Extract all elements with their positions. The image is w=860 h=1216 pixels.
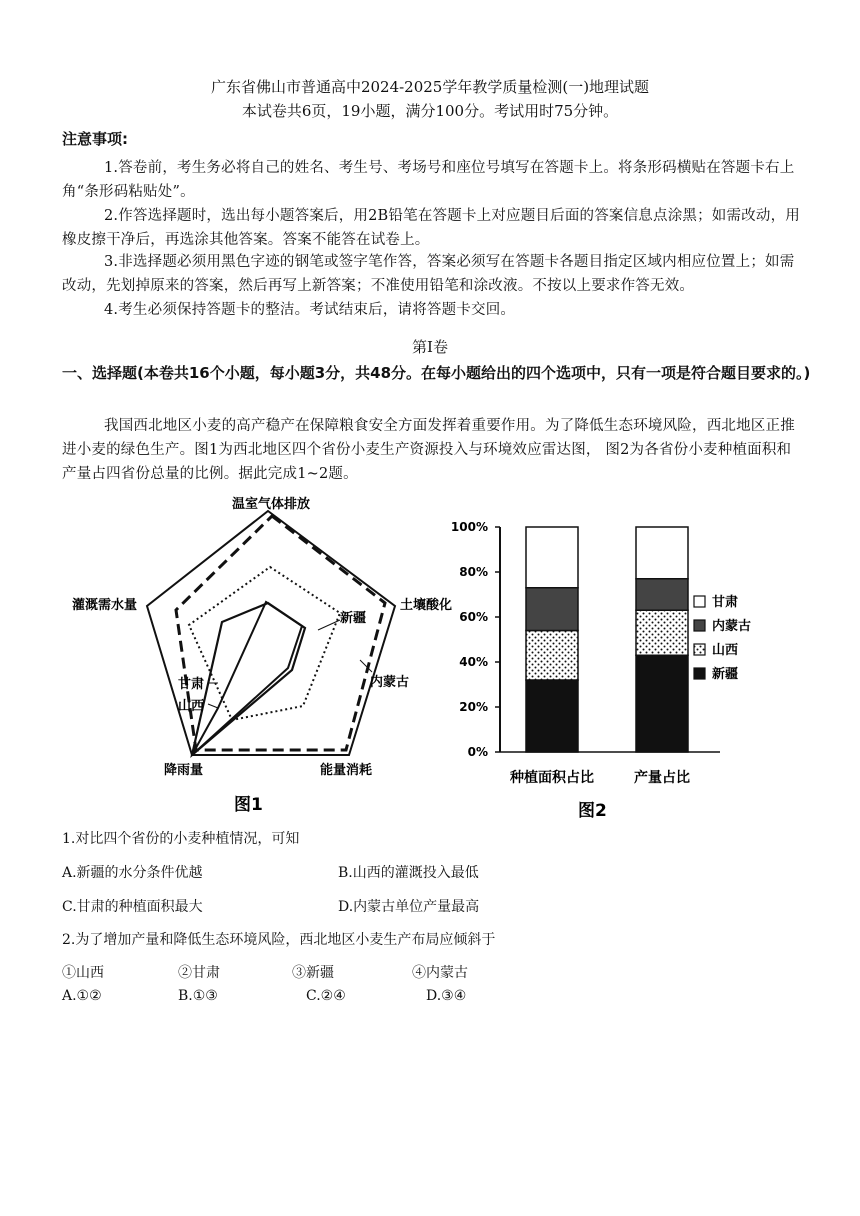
q2-choice-4: ④内蒙古 [412, 965, 468, 981]
question-2-stem: 2.为了增加产量和降低生态环境风险，西北地区小麦生产布局应倾斜于 [62, 932, 496, 948]
bar-segment [636, 527, 688, 579]
notice-item-4: 4.考生必须保持答题卡的整洁。考试结束后，请将答题卡交回。 [104, 302, 516, 318]
q2-option-d: D.③④ [426, 988, 467, 1004]
axis-label-irrigation: 灌溉需水量 [72, 598, 138, 613]
bar-segment [636, 610, 688, 655]
q1-option-d: D.内蒙古单位产量最高 [338, 899, 480, 915]
x-category-label: 种植面积占比 [510, 770, 594, 786]
y-tick-label: 0% [467, 745, 488, 759]
volume-title: 第Ⅰ卷 [412, 338, 448, 356]
bar-segment [636, 579, 688, 611]
q2-choice-1: ①山西 [62, 965, 104, 981]
radar-series-dotted [189, 567, 340, 720]
bar-segment [526, 631, 578, 681]
legend-swatch [694, 620, 705, 631]
legend-label: 内蒙古 [712, 619, 752, 634]
notice-item-1: 1.答卷前，考生务必将自己的姓名、考生号、考场号和座位号填写在答题卡上。将条形码横贴在答题卡右上角“条形码粘贴处”。 [62, 160, 795, 200]
q2-choice-2: ②甘肃 [178, 965, 220, 981]
axis-label-ghg: 温室气体排放 [232, 497, 311, 512]
section-intro: 我国西北地区小麦的高产稳产在保障粮食安全方面发挥着重要作用。为了降低生态环境风险，西北地区正推进小麦的绿色生产。图1为西北地区四个省份小麦生产资源投入与环境效应雷达图， 图2为各省份小麦种植面积和产量占四省份总量的比例。据此完成1~2题。 [62, 418, 795, 482]
notice-item-3: 3.非选择题必须用黑色字迹的钢笔或签字笔作答，答案必须写在答题卡各题目指定区域内相应位置上；如需改动，先划掉原来的答案，然后再写上新答案；不准使用铅笔和涂改液。不按以上要求作答无效。 [62, 254, 795, 294]
y-tick-label: 100% [450, 520, 488, 534]
q2-option-c: C.②④ [306, 988, 346, 1004]
axis-label-energy: 能量消耗 [320, 763, 373, 778]
bar-segment [636, 655, 688, 752]
bar-marks [509, 527, 690, 786]
axis-label-soil: 土壤酸化 [400, 598, 453, 613]
q1-option-c: C.甘肃的种植面积最大 [62, 899, 203, 915]
series-label-neimenggu: 内蒙古 [370, 675, 410, 690]
bar-legend [694, 594, 751, 682]
y-tick-label: 60% [459, 610, 488, 624]
q1-option-a: A.新疆的水分条件优越 [62, 865, 203, 881]
radar-frame [147, 511, 395, 755]
page-title: 广东省佛山市普通高中2024-2025学年教学质量检测(一)地理试题 [210, 78, 650, 96]
q2-option-a: A.①② [62, 988, 102, 1004]
section-heading: 一、选择题(本卷共16个小题，每小题3分，共48分。在每小题给出的四个选项中，只有一项是符合题目要求的。) [62, 364, 811, 382]
x-category-label: 产量占比 [634, 770, 690, 786]
legend-swatch [694, 644, 705, 655]
bar-segment [526, 588, 578, 631]
exam-info: 本试卷共6页，19小题，满分100分。考试用时75分钟。 [241, 102, 619, 120]
bar-segment [526, 527, 578, 588]
notice-item-2: 2.作答选择题时，选出每小题答案后，用2B铅笔在答题卡上对应题目后面的答案信息点涂黑；如需改动，用橡皮擦干净后，再选涂其他答案。答案不能答在试卷上。 [62, 208, 801, 248]
radar-figure [60, 488, 470, 818]
figure1-caption: 图1 [234, 795, 263, 815]
stacked-bar-figure [440, 510, 800, 820]
series-label-xinjiang: 新疆 [340, 611, 367, 626]
q2-choice-3: ③新疆 [292, 965, 334, 981]
y-tick-label: 20% [459, 700, 488, 714]
q1-option-b: B.山西的灌溉投入最低 [338, 865, 479, 881]
series-label-shanxi: 山西 [178, 699, 205, 714]
figure2-caption: 图2 [578, 801, 607, 820]
bar-segment [526, 680, 578, 752]
axis-label-rain: 降雨量 [164, 763, 204, 778]
y-tick-label: 80% [459, 565, 488, 579]
radar-series-dashed [176, 516, 385, 750]
radar-series-solid-a [192, 603, 305, 755]
q2-option-b: B.①③ [178, 988, 218, 1004]
legend-swatch [694, 668, 705, 679]
legend-swatch [694, 596, 705, 607]
legend-label: 山西 [712, 643, 739, 658]
notice-heading: 注意事项: [62, 130, 128, 148]
series-label-gansu: 甘肃 [178, 677, 205, 692]
y-tick-label: 40% [459, 655, 488, 669]
legend-label: 甘肃 [712, 595, 739, 610]
question-1-stem: 1.对比四个省份的小麦种植情况，可知 [62, 831, 300, 847]
legend-label: 新疆 [712, 667, 739, 682]
